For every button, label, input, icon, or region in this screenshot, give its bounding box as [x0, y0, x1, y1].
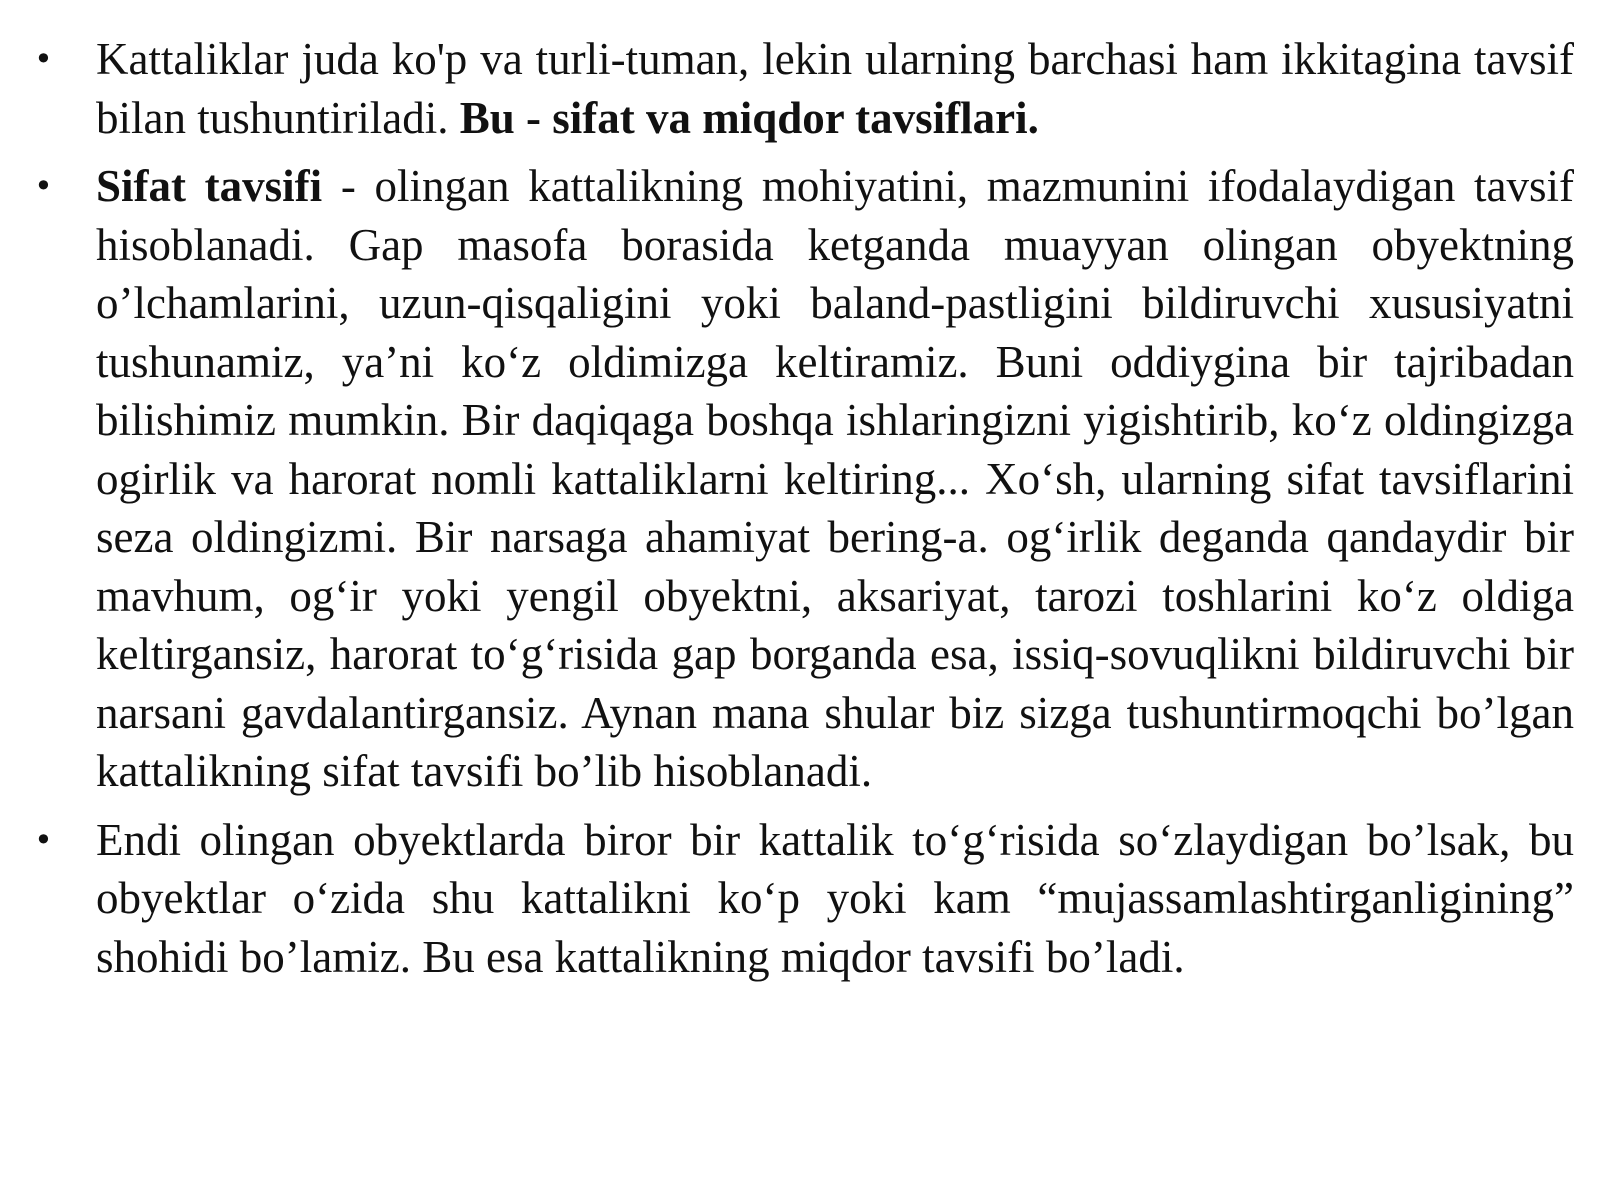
bullet-text-2 [96, 161, 1574, 796]
bullet-icon: • [34, 820, 53, 859]
bullet-bold-tail: Bu - sifat va miqdor tavsiflari. [459, 92, 1039, 143]
bullet-body: - olingan kattalikning mohiyatini, mazmunini ifodalaydigan tavsif hisoblanadi. Gap masofa borasida ketganda muayyan olingan obyektning o’lchamlarini, uzun-qisqaligini yoki baland-pastligini bildiruvchi xususiyatni tushunamiz, ya’ni ko‘z oldimizga keltiramiz. Buni oddiygina bir tajribadan bilishimiz mumkin. Bir daqiqaga boshqa ishlaringizni yigishtirib, ko‘z oldingizga ogirlik va harorat nomli kattaliklarni keltiring... Xo‘sh, ularning sifat tavsiflarini seza oldingizmi. Bir narsaga ahamiyat bering-a. og‘irlik deganda qandaydir bir mavhum, og‘ir yoki yengil obyektni, aksariyat, tarozi toshlarini ko‘z oldiga keltirgansiz, harorat to‘g‘risida gap borganda esa, issiq-sovuqlikni bildiruvchi bir narsani gavdalantirgansiz. Aynan mana shular biz sizga tushuntirmoqchi bo’lgan kattalikning sifat tavsifi bo’lib hisoblanadi. [96, 161, 1574, 796]
bullet-text-3 [96, 815, 1574, 982]
bullet-text-1 [96, 34, 1574, 143]
bullet-list [34, 30, 1574, 996]
bullet-body: Endi olingan obyektlarda biror bir kattalik to‘g‘risida so‘zlaydigan bo’lsak, bu obyektlar o‘zida shu kattalikni ko‘p yoki kam “mujassamlashtirganligining” shohidi bo’lamiz. Bu esa kattalikning miqdor tavsifi bo’ladi. [96, 814, 1574, 982]
bullet-icon: • [34, 167, 53, 205]
bullet-icon: • [34, 40, 53, 78]
bullet-item-1 [34, 30, 1574, 147]
bullet-body: Kattaliklar juda ko'p va turli-tuman, lekin ularning barchasi ham ikkitagina tavsif bilan tushuntiriladi. [96, 34, 1574, 143]
bullet-item-2 [34, 157, 1574, 801]
bullet-item-3 [34, 811, 1574, 987]
bullet-bold-lead: Sifat tavsifi [96, 161, 323, 211]
